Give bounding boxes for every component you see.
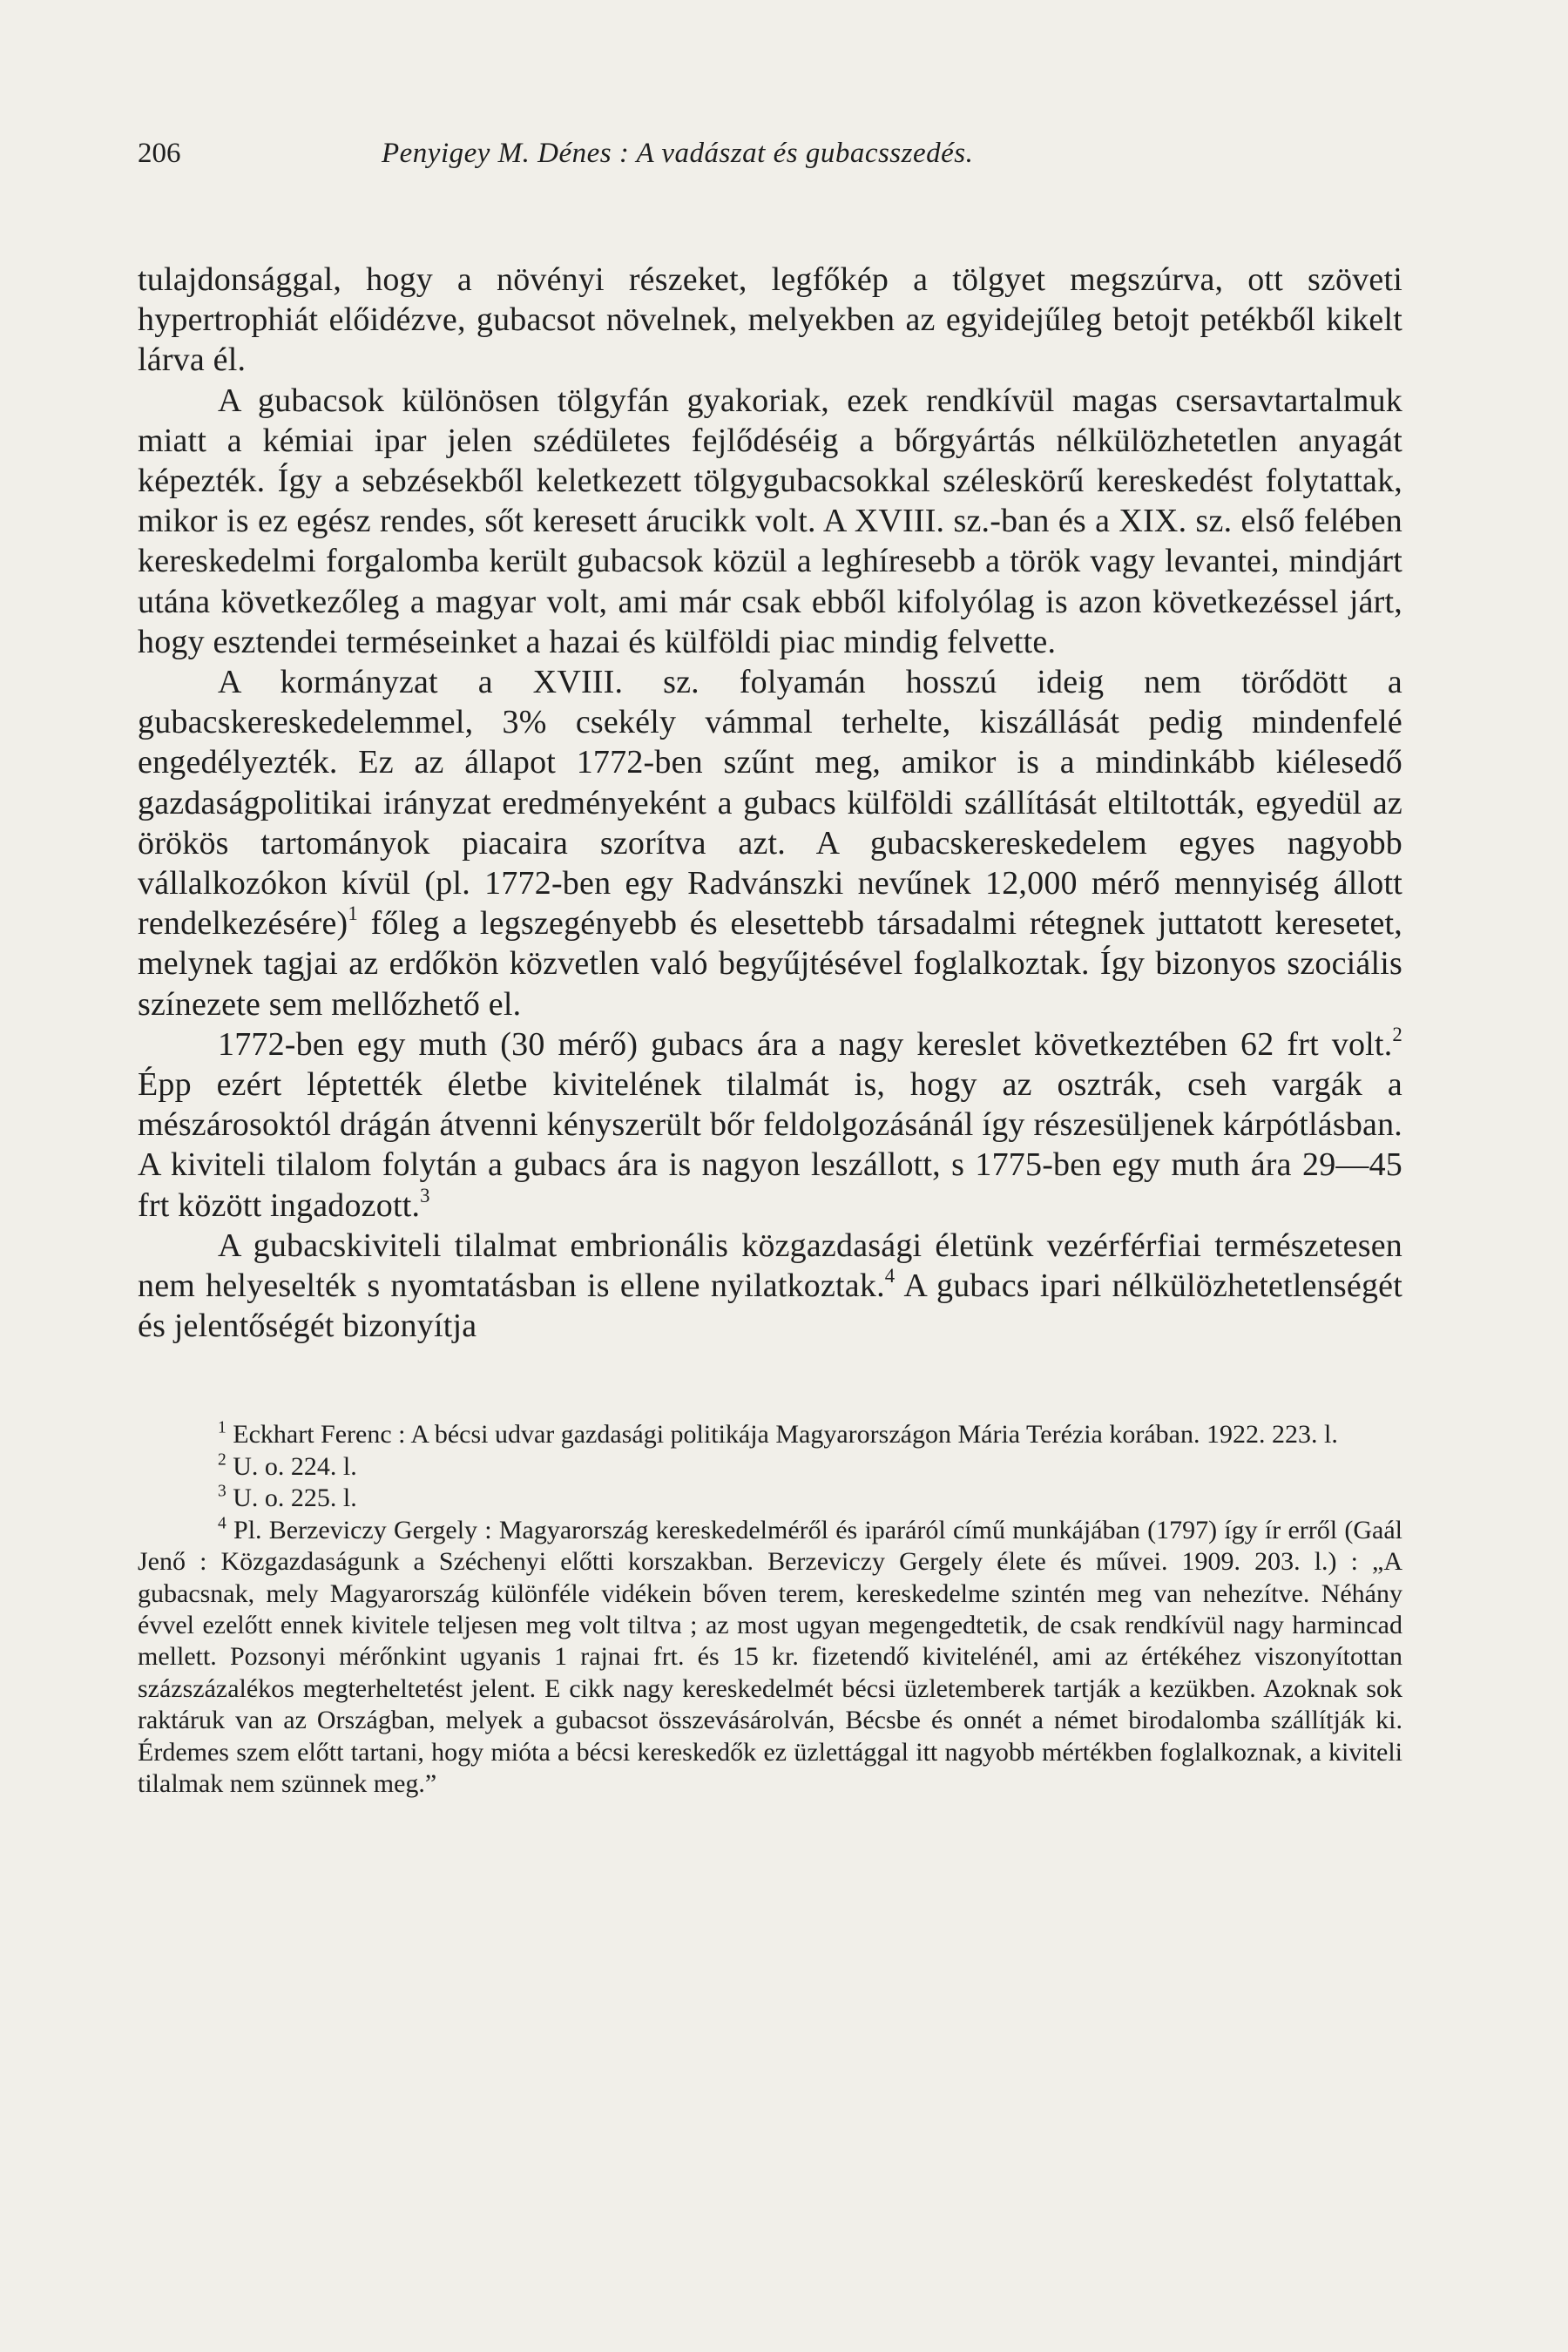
footnote-ref: 4 bbox=[884, 1265, 896, 1288]
paragraph: A gubacsok különösen tölgyfán gyakoriak, ezek rendkívül magas csersavtartalmuk miatt a kémiai ipar jelen szédületes fejlődéséig a bőrgyártás nélkülözhetetlen anyagát képezték. Így a sebzésekből keletkezett tölgygubacsokkal széleskörű kereskedést folytattak, mikor is ez egész rendes, sőt keresett árucikk volt. A XVIII. sz.-ban és a XIX. sz. első felében kereskedelmi forgalomba került gubacsok közül a leghíresebb a török vagy levantei, mindjárt utána következőleg a magyar volt, ami már csak ebből kifolyólag is azon következéssel járt, hogy esztendei terméseinket a hazai és külföldi piac mindig felvette. bbox=[138, 382, 1402, 660]
document-page bbox=[138, 131, 1402, 1800]
footnote-mark: 1 bbox=[218, 1418, 226, 1437]
footnote-ref: 1 bbox=[348, 902, 358, 925]
footnotes bbox=[138, 1419, 1402, 1800]
footnote-mark: 2 bbox=[218, 1450, 226, 1470]
body-text bbox=[138, 260, 1402, 1346]
page-number: 206 bbox=[138, 138, 181, 169]
paragraph: tulajdonsággal, hogy a növényi részeket, legfőkép a tölgyet megszúrva, ott szöveti hypertrophiát előidézve, gubacsot növelnek, melyekben az egyidejűleg betojt petékből kikelt lárva él. bbox=[138, 261, 1402, 379]
footnote-mark: 4 bbox=[218, 1514, 226, 1533]
paragraph: A gubacskiviteli tilalmat embrionális közgazdasági életünk vezérférfiai természetesen nem helyeselték s nyomtatásban is ellene nyilatkoztak.$^4$ A gubacs ipari nélkülözhetetlenségét és jelentőségét bizonyítja bbox=[138, 1227, 1402, 1345]
page-header bbox=[138, 131, 1402, 183]
paragraph: 1772-ben egy muth (30 mérő) gubacs ára a nagy kereslet következtében 62 frt volt.$^2$ Épp ezért léptették életbe kivitelének tilalmát is, hogy az osztrák, cseh vargák a mészárosoktól drágán átvenni kényszerült bőr feldolgozásánál így részesüljenek kárpótlásban. A kiviteli tilalom folytán a gubacs ára is nagyon leszállott, s 1775-ben egy muth ára 29—45 frt között ingadozott.$^3$ bbox=[138, 1023, 1402, 1224]
footnote: $^1$ Eckhart Ferenc : A bécsi udvar gazdasági politikája Magyarországon Mária Terézia korában. 1922. 223. l. bbox=[218, 1418, 1338, 1450]
running-title: Penyigey M. Dénes : A vadászat és gubacsszedés. bbox=[382, 138, 974, 169]
footnote-ref: 2 bbox=[1392, 1023, 1402, 1045]
footnote-ref: 3 bbox=[420, 1184, 430, 1206]
footnote: $^3$ U. o. 225. l. bbox=[218, 1482, 357, 1513]
footnote-mark: 3 bbox=[218, 1482, 226, 1501]
footnote: $^2$ U. o. 224. l. bbox=[218, 1450, 357, 1481]
footnote: $^4$ Pl. Berzeviczy Gergely : Magyarország kereskedelméről és iparáról című munkájában (1797) így ír erről (Gaál Jenő : Közgazdaságunk a Széchenyi előtti korszakban. Berzeviczy Gergely élete és művei. 1909. 203. l.) : „A gubacsnak, mely Magyarország különféle vidékein bőven terem, kereskedelme szintén meg van nehezítve. Néhány évvel ezelőtt ennek kivitele teljesen meg volt tiltva ; az most ugyan megengedtetik, de csak rendkívül nagy harmincad mellett. Pozsonyi mérőnkint ugyanis 1 rajnai frt. és 15 kr. fizetendő kivitelénél, ami az értékéhez viszonyítottan százszázalékos megterheltetést jelent. E cikk nagy kereskedelmét bécsi üzletemberek tartják a kezükben. Azoknak sok raktáruk van az Országban, melyek a gubacsot összevásárolván, Bécsbe és onnét a német birodalomba szállítják ki. Érdemes szem előtt tartani, hogy mióta a bécsi kereskedők ez üzlettággal itt nagyobb mértékben foglalkoznak, a kiviteli tilalmak nem szünnek meg.” bbox=[138, 1514, 1402, 1798]
paragraph: A kormányzat a XVIII. sz. folyamán hosszú ideig nem törődött a gubacskereskedelemmel, 3% csekély vámmal terhelte, kiszállását pedig mindenfelé engedélyezték. Ez az állapot 1772-ben szűnt meg, amikor is a mindinkább kiélesedő gazdaságpolitikai irányzat eredményeként a gubacs külföldi szállítását eltiltották, egyedül az örökös tartományok piacaira szorítva azt. A gubacskereskedelem egyes nagyobb vállalkozókon kívül (pl. 1772-ben egy Radvánszki nevűnek 12,000 mérő mennyiség állott rendelkezésére)$^1$ főleg a legszegényebb és elesettebb társadalmi rétegnek juttatott keresetet, melynek tagjai az erdőkön közvetlen való begyűjtésével foglalkoztak. Így bizonyos szociális színezete sem mellőzhető el. bbox=[138, 664, 1402, 1023]
